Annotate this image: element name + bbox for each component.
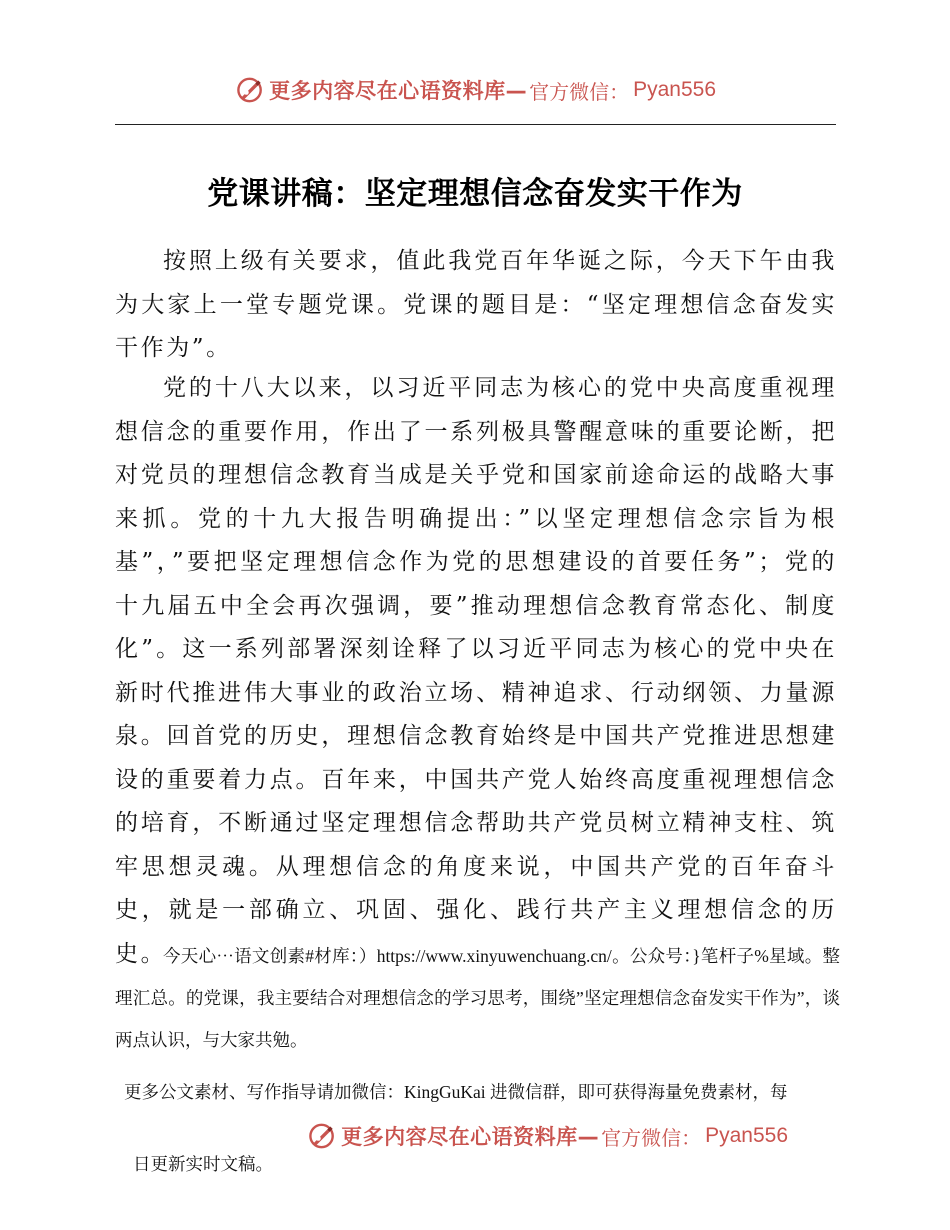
- pen-logo-icon: [308, 1119, 335, 1153]
- pen-logo-icon: [236, 73, 263, 107]
- footer-watermark-banner: [308, 1118, 788, 1154]
- header-divider: [115, 124, 836, 125]
- banner-wechat-id: Pyan556: [633, 78, 716, 101]
- banner-wechat-label: 官方微信：: [529, 79, 630, 104]
- paragraph-intro: 按照上级有关要求，值此我党百年华诞之际，今天下午由我为大家上一堂专题党课。党课的题目是：“坚定理想信念奋发实干作为”。: [115, 248, 837, 361]
- document-title: 党课讲稿：坚定理想信念奋发实干作为: [207, 176, 743, 212]
- banner-text: 更多内容尽在心语资料库—: [269, 79, 528, 103]
- paragraph-body: 党的十八大以来，以习近平同志为核心的党中央高度重视理想信念的重要作用，作出了一系列极具警醒意味的重要论断，把对党员的理想信念教育当成是关乎党和国家前途命运的战略大事来抓。党的十九大报告明确提出：”以坚定理想信念宗旨为根基”，”要把坚定理想信念作为党的思想建设的首要任务”；党的十九届五中全会再次强调，要”推动理想信念教育常态化、制度化”。这一系列部署深刻诠释了以习近平同志为核心的党中央在新时代推进伟大事业的政治立场、精神追求、行动纲领、力量源泉。回首党的历史，理想信念教育始终是中国共产党推进思想建设的重要着力点。百年来，中国共产党人始终高度重视理想信念的培育，不断通过坚定理想信念帮助共产党员树立精神支柱、筑牢思想灵魂。从理想信念的角度来说，中国共产党的百年奋斗史，就是一部确立、巩固、强化、践行共产主义理想信念的历史。: [115, 375, 837, 967]
- promo-text: 更多公文素材、写作指导请加微信：KingGuKai 进微信群，即可获得海量免费素材，每: [124, 1082, 788, 1102]
- header-watermark-banner: [236, 72, 716, 108]
- banner-text: 更多内容尽在心语资料库—: [341, 1125, 600, 1149]
- banner-wechat-id: Pyan556: [705, 1124, 788, 1147]
- promo-tail-text: 日更新实时文稿。: [133, 1154, 273, 1174]
- banner-wechat-label: 官方微信：: [601, 1125, 702, 1150]
- source-note: 今天心⋯语文创素#材库：）https://www.xinyuwenchuang.cn/。公众号：}笔杆子%星域。整理汇总。的党课，我主要结合对理想信念的学习思考，围绕”坚定理想信念奋发实干作为”，谈两点认识，与大家共勉。: [115, 946, 840, 1050]
